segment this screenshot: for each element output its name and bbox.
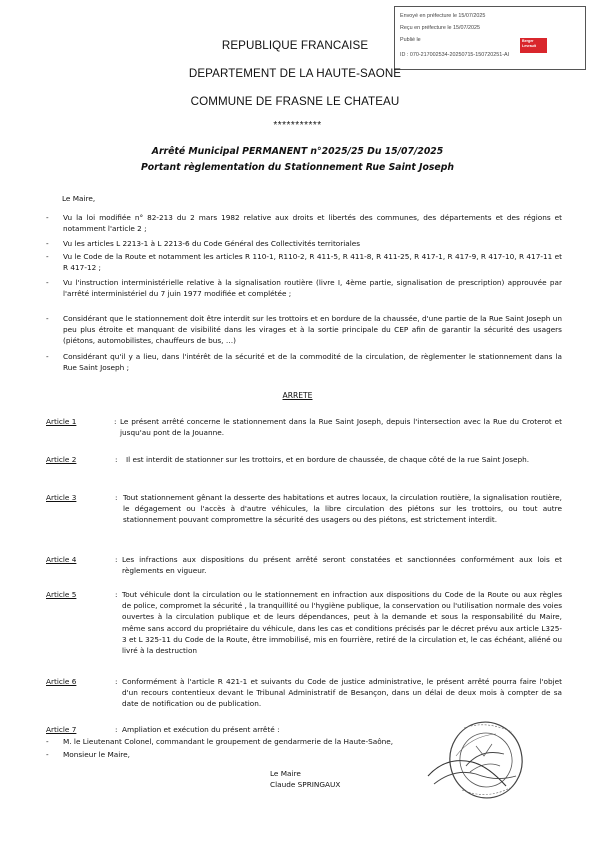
mairie-seal-image [426,716,532,804]
article-text: Les infractions aux dispositions du présent arrêté seront constatées et sanctionnées conformément aux lois et règlements en vigueur. [122,555,562,576]
recipient-text: M. le Lieutenant Colonel, commandant le groupement de gendarmerie de la Haute-Saône, [63,737,394,746]
article-label: Article 2 [46,455,77,464]
recipient-text: Monsieur le Maire, [63,750,130,759]
republic-heading: REPUBLIQUE FRANCAISE [221,39,369,52]
article-text: Tout véhicule dont la circulation ou le stationnement en infraction aux dispositions du Code de la Route ou aux règles de police, compromet la sécurité , la tranquillité ou l'hygiène publique, la conservation ou l'utilisation normale des voies ouvertes à la circulation publique et de leurs dépendances, peut à la demande et sous la responsabilité du Maire, même sans accord du propriétaire du véhicule, dans les cas et conditions précisés par le décret prévu aux article L325-3 et L 325-11 du Code de la Route, être immobilisé, mis en fourrière, retiré de la circulation et, le cas échéant, aliéné ou livré à la destruction [122,590,562,656]
vu-text: Vu la loi modifiée n° 82-213 du 2 mars 1982 relative aux droits et libertés des communes, des départements et des régions et notamment l'article 2 ; [63,213,562,234]
department-heading: DEPARTEMENT DE LA HAUTE-SAONE [188,67,402,80]
separator-stars: *********** [273,120,322,131]
vu-text: Vu l'instruction interministérielle relative à la signalisation routière (livre I, 4ème partie, signalisation de prescription) approuvée par l'arrêté interministériel du 7 juin 1977 modifiée et complétée ; [63,278,562,299]
arrete-heading: ARRETE [282,391,313,400]
commune-heading: COMMUNE DE FRASNE LE CHATEAU [190,95,400,108]
article-text: Ampliation et exécution du présent arrêté : [122,725,280,734]
document-page: Envoyé en préfecture le 15/07/2025 Reçu en préfecture le 15/07/2025 Publié le ID : 070-217002534-20250715-150720251-AI Berger Levrault REPUBLIQUE FRANCAISE DEPARTEMENT DE LA HAUTE-SAONE COMMUNE DE FRASNE LE CHATEAU *********** Arrêté Municipal PERMANENT n°2025/25 Du 15/07/2025 Portant règlementation du Stationnement Rue Saint Joseph Le Maire, - Vu la loi modifiée n° 82-213 du 2 mars 1982 relative aux droits et libertés des communes, des départements et des régions et notamment l'article 2 ; - Vu les articles L 2213-1 à L 2213-6 du Code Général des Collectivités territoriales - Vu le Code de la Route et notamment les articles R 110-1, R110-2, R 411-5, R 411-8, R 411-25, R 417-1, R 417-9, R 417-10, R 417-11 et R 417-12 ; - Vu l'instruction interministérielle relative à la signalisation routière (livre I, 4ème partie, signalisation de prescription) approuvée par l'arrêté interministériel du 7 juin 1977 modifiée et complétée ; - Considérant que le stationnement doit être interdit sur les trottoirs et en bordure de la chaussée, d'une partie de la Rue Saint Joseph un peu plus étroite et manquant de visibilité dans les virages et à la sortie principale du CEP afin de garantir la sécurité des usagers (piétons, automobilistes, chauffeurs de bus, …) - Considérant qu'il y a lieu, dans l'intérêt de la sécurité et de la commodité de la circulation, de règlementer le stationnement dans la Rue Saint Joseph ; ARRETE Article 1 : Le présent arrêté concerne le stationnement dans la Rue Saint Joseph, depuis l'intersection avec la Rue du Croterot et jusqu'au pont de la Jouanne. Article 2 : Il est interdit de stationner sur les trottoirs, et en bordure de chaussée, de chaque côté de la rue Saint Joseph. Article 3 : Tout stationnement gênant la desserte des habitations et autres locaux, la circulation routière, la signalisation routière, le dégagement ou l'accès à d'autre véhicules, la libre circulation des piétons sur les trottoirs, ou tout autre stationnement pouvant compromettre la sécurité des usagers ou des piétons, est strictement interdit. Article 4 : Les infractions aux dispositions du présent arrêté seront constatées et sanctionnées conformément aux lois et règlements en vigueur. Article 5 : Tout véhicule dont la circulation ou le stationnement en infraction aux dispositions du Code de la Route ou aux règles de police, compromet la sécurité , la tranquillité ou l'hygiène publique, la conservation ou l'utilisation normale des voies ouvertes à la circulation publique et de leurs dépendances, peut à la demande et sous la responsabilité du Maire, même sans accord du propriétaire du véhicule, dans les cas et conditions précisés par le décret prévu aux article L325-3 et L 325-11 du Code de la Route, être immobilisé, mis en fourrière, retiré de la circulation et, le cas échéant, aliéné ou livré à la destruction Article 6 : Conformément à l'article R 421-1 et suivants du Code de justice administrative, le présent arrêté pourra faire l'objet d'un recours contentieux devant le Tribunal Administratif de Besançon, dans un délai de deux mois à compter de sa date de notification ou de publication. Article 7 : Ampliation et exécution du présent arrêté : - M. le Lieutenant Colonel, commandant le groupement de gendarmerie de la Haute-Saône, - Monsieur le Maire, Le Maire Claude SPRINGAUX [0,0,595,842]
signature-name: Claude SPRINGAUX [270,780,341,789]
vu-text: Vu le Code de la Route et notamment les articles R 110-1, R110-2, R 411-5, R 411-8, R 411-25, R 417-1, R 417-9, R 417-10, R 417-11 et R 417-12 ; [63,252,562,273]
stamp-received: Reçu en préfecture le 15/07/2025 [400,25,481,31]
stamp-id: ID : 070-217002534-20250715-150720251-AI [400,52,510,58]
considerant-text: Considérant que le stationnement doit être interdit sur les trottoirs et en bordure de la chaussée, d'une partie de la Rue Saint Joseph un peu plus étroite et manquant de visibilité dans les virages et à la sortie principale du CEP afin de garantir la sécurité des usagers (piétons, automobilistes, chauffeurs de bus, …) [63,314,562,346]
article-text: Le présent arrêté concerne le stationnement dans la Rue Saint Joseph, depuis l'intersection avec la Rue du Croterot et jusqu'au pont de la Jouanne. [120,417,562,438]
decree-subtitle: Portant règlementation du Stationnement Rue Saint Joseph [140,162,455,173]
article-text: Il est interdit de stationner sur les trottoirs, et en bordure de chaussée, de chaque côté de la rue Saint Joseph. [126,455,530,464]
signature-title: Le Maire [270,769,301,778]
intro-text: Le Maire, [62,194,96,203]
considerant-text: Considérant qu'il y a lieu, dans l'intérêt de la sécurité et de la commodité de la circulation, de règlementer le stationnement dans la Rue Saint Joseph ; [63,352,562,373]
article-text: Tout stationnement gênant la desserte des habitations et autres locaux, la circulation routière, la signalisation routière, le dégagement ou l'accès à d'autre véhicules, la libre circulation des piétons sur les trottoirs, ou tout autre stationnement pouvant compromettre la sécurité des usagers ou des piétons, est strictement interdit. [123,493,562,525]
article-label: Article 1 [46,417,77,426]
article-label: Article 6 [46,677,77,686]
stamp-published: Publié le [400,37,421,43]
article-label: Article 3 [46,493,77,502]
decree-title: Arrêté Municipal PERMANENT n°2025/25 Du 15/07/2025 [151,146,444,157]
article-label: Article 4 [46,555,77,564]
prefecture-stamp [394,6,586,70]
berger-levrault-logo: Berger Levrault [520,38,547,53]
stamp-sent: Envoyé en préfecture le 15/07/2025 [400,13,486,19]
article-label: Article 5 [46,590,77,599]
article-label: Article 7 [46,725,77,734]
vu-text: Vu les articles L 2213-1 à L 2213-6 du Code Général des Collectivités territoriales [63,239,361,248]
article-text: Conformément à l'article R 421-1 et suivants du Code de justice administrative, le présent arrêté pourra faire l'objet d'un recours contentieux devant le Tribunal Administratif de Besançon, dans un délai de deux mois à compter de sa date de notification ou de publication. [122,677,562,709]
